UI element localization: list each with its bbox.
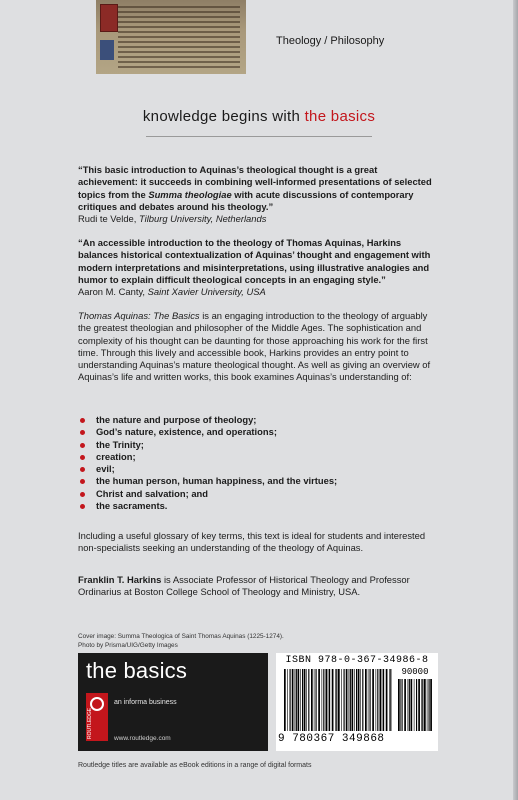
- list-item: evil;: [78, 463, 438, 475]
- barcode-bar: [302, 669, 303, 731]
- barcode-bar: [389, 669, 390, 731]
- barcode-bar: [376, 669, 377, 731]
- barcode-bar: [368, 669, 369, 731]
- barcode-bar: [362, 669, 363, 731]
- tagline-divider: [146, 136, 372, 137]
- barcode-bar: [390, 669, 391, 731]
- barcode-bar: [398, 679, 400, 731]
- quote-attribution: Rudi te Velde, Tilburg University, Netherlands: [78, 213, 267, 225]
- barcode-bar: [328, 669, 329, 731]
- endorsement-quote-2: [78, 237, 438, 298]
- barcode-bar: [284, 669, 286, 731]
- barcode-bar: [370, 669, 371, 731]
- subject-category: Theology / Philosophy: [276, 35, 385, 47]
- bullet-icon: [80, 492, 85, 497]
- barcode-bar: [290, 669, 291, 731]
- book-description: Thomas Aquinas: The Basics is an engaging introduction to the theology of arguably the greatest theologian and philosopher of the Middle Ages. The sophistication and complexity of his thought can be daunting for those approaching his work for the first time. Through this lively and accessible book, Harkins provides an entry point to understanding Aquinas’s mature theological thought. As well as giving an overview of Aquinas’s life and written works, this book examines Aquinas’s understanding of:: [78, 310, 431, 383]
- barcode-bar: [400, 679, 401, 731]
- barcode-bar: [318, 669, 320, 731]
- illuminated-initial: [100, 4, 118, 32]
- barcode-bar: [380, 669, 382, 731]
- barcode-bar: [311, 669, 313, 731]
- barcode-bar: [358, 669, 360, 731]
- list-item: the nature and purpose of theology;: [78, 414, 438, 426]
- list-item: creation;: [78, 451, 438, 463]
- ean-barcode-bars: [284, 669, 392, 731]
- list-item: the human person, human happiness, and the virtues;: [78, 475, 438, 487]
- series-logo-box: [78, 653, 268, 751]
- barcode-bar: [338, 669, 340, 731]
- barcode-bar: [409, 679, 410, 731]
- barcode-bar: [341, 669, 342, 731]
- bullet-icon: [80, 418, 85, 423]
- barcode-bar: [372, 669, 374, 731]
- barcode-bar: [418, 679, 420, 731]
- quote-text: “An accessible introduction to the theology of Thomas Aquinas, Harkins balances historical contextualization of Aquinas’ thought and engagement with modern interpretations and misinterpretations, using illustrative analogies and humor to explain difficult theological concepts in an engaging style.”: [78, 237, 431, 285]
- bullet-icon: [80, 430, 85, 435]
- barcode-bar: [411, 679, 413, 731]
- quote-text: “This basic introduction to Aquinas’s theological thought is a great achievement: it succeeds in combining well-informed presentations of selected topics from the Summa theologiae with acute discussions of contemporary critiques and debates around his theology.”: [78, 164, 432, 212]
- barcode-bar: [354, 669, 355, 731]
- bullet-icon: [80, 443, 85, 448]
- manuscript-text-lines: [118, 6, 240, 68]
- logo-wordmark: ROUTLEDGE: [87, 707, 93, 739]
- barcode-bar: [300, 669, 301, 731]
- price-extension: 90000: [401, 667, 429, 677]
- barcode-bar: [308, 669, 309, 731]
- barcode-bar: [402, 679, 403, 731]
- barcode-bar: [322, 669, 323, 731]
- series-tagline: [0, 108, 518, 125]
- barcode-bar: [404, 679, 406, 731]
- barcode-bar: [365, 669, 367, 731]
- cover-manuscript-image: [96, 0, 246, 74]
- barcode-bar: [352, 669, 354, 731]
- barcode-bar: [414, 679, 415, 731]
- barcode-bar: [427, 679, 428, 731]
- barcode-bar: [350, 669, 351, 731]
- author-name: Franklin T. Harkins: [78, 574, 162, 585]
- illuminated-initial-blue: [100, 40, 114, 60]
- ean-number: 9 780367 349868: [278, 733, 385, 745]
- barcode-bar: [287, 669, 288, 731]
- footer-note: Routledge titles are available as eBook editions in a range of digital formats: [78, 762, 312, 769]
- barcode-bar: [430, 679, 432, 731]
- barcode-bar: [316, 669, 317, 731]
- barcode-bar: [314, 669, 315, 731]
- publisher-url: www.routledge.com: [114, 735, 171, 742]
- tagline-accent: the basics: [304, 108, 376, 125]
- bullet-icon: [80, 479, 85, 484]
- barcode-bar: [332, 669, 334, 731]
- book-spine-edge: [513, 0, 518, 800]
- barcode-bar: [295, 669, 296, 731]
- barcode-bar: [421, 679, 422, 731]
- barcode-bar: [329, 669, 330, 731]
- endorsement-quote-1: [78, 164, 438, 225]
- book-title: Thomas Aquinas: The Basics: [78, 310, 200, 321]
- barcode-bar: [346, 669, 348, 731]
- isbn-text: ISBN 978-0-367-34986-8: [285, 655, 429, 666]
- barcode-bar: [292, 669, 294, 731]
- barcode-bar: [306, 669, 307, 731]
- list-item: the Trinity;: [78, 439, 438, 451]
- cover-credit: Cover image: Summa Theologica of Saint Thomas Aquinas (1225-1274). Photo by Prisma/UIG/Getty Images: [78, 633, 284, 649]
- barcode-bar: [386, 669, 388, 731]
- barcode-bar: [335, 669, 336, 731]
- tagline-prefix: knowledge begins with: [142, 108, 305, 125]
- barcode-bar: [298, 669, 300, 731]
- barcode-bar: [408, 679, 409, 731]
- bullet-icon: [80, 467, 85, 472]
- barcode-bar: [377, 669, 378, 731]
- quote-attribution: Aaron M. Canty, Saint Xavier University, USA: [78, 286, 266, 298]
- barcode-bar: [416, 679, 417, 731]
- routledge-logo-icon: [86, 693, 108, 741]
- barcode-bar: [349, 669, 350, 731]
- bullet-icon: [80, 455, 85, 460]
- barcode-bar: [382, 669, 383, 731]
- list-item: God’s nature, existence, and operations;: [78, 426, 438, 438]
- barcode-bar: [344, 669, 345, 731]
- barcode-bar: [323, 669, 324, 731]
- author-bio: Franklin T. Harkins is Associate Professor of Historical Theology and Professor Ordinarius at Boston College School of Theology and Ministry, USA.: [78, 574, 410, 598]
- barcode-bar: [296, 669, 297, 731]
- barcode-bar: [356, 669, 357, 731]
- barcode-bar: [383, 669, 384, 731]
- bullet-icon: [80, 504, 85, 509]
- barcode-bar: [360, 669, 361, 731]
- closing-paragraph: Including a useful glossary of key terms, this text is ideal for students and interested non-specialists seeking an understanding of the theology of Aquinas.: [78, 530, 426, 554]
- barcode-bar: [429, 679, 430, 731]
- barcode-bar: [326, 669, 328, 731]
- barcode-bar: [422, 679, 423, 731]
- barcode-bar: [304, 669, 306, 731]
- barcode-bar: [424, 679, 426, 731]
- barcode: [276, 653, 438, 751]
- topic-list: [78, 414, 438, 512]
- extension-barcode-bars: [398, 679, 432, 731]
- barcode-bar: [336, 669, 337, 731]
- list-item: the sacraments.: [78, 500, 438, 512]
- publisher-tagline: an informa business: [114, 699, 177, 706]
- list-item: Christ and salvation; and: [78, 488, 438, 500]
- series-title: the basics: [86, 658, 188, 683]
